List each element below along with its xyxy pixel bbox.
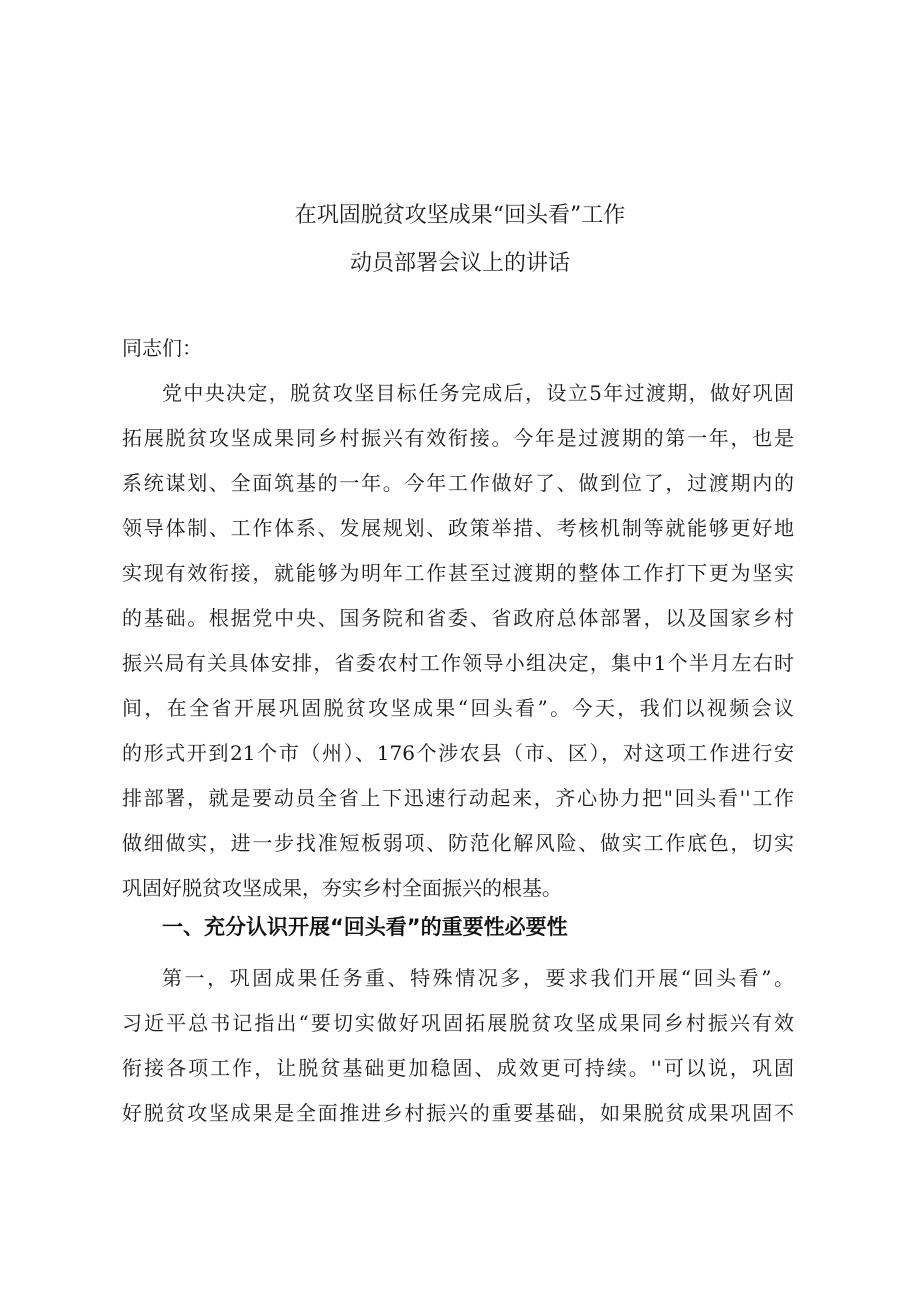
paragraph-1-line: 拓展脱贫攻坚成果同乡村振兴有效衔接。今年是过渡期的第一年，也是 xyxy=(122,426,794,450)
paragraph-2-line: 第一，巩固成果任务重、特殊情况多，要求我们开展“回头看”。 xyxy=(162,966,794,990)
document-title-line-2: 动员部署会议上的讲话 xyxy=(349,251,570,276)
paragraph-1-line: 党中央决定，脱贫攻坚目标任务完成后，设立5年过渡期，做好巩固 xyxy=(162,381,794,405)
paragraph-1-line: 排部署，就是要动员全省上下迅速行动起来，齐心协力把"回头看''工作 xyxy=(122,786,794,810)
paragraph-2-line: 好脱贫攻坚成果是全面推进乡村振兴的重要基础，如果脱贫成果巩固不 xyxy=(122,1101,794,1125)
paragraph-2-line: 衔接各项工作，让脱贫基础更加稳固、成效更可持续。''可以说，巩固 xyxy=(122,1056,794,1080)
paragraph-1-line: 领导体制、工作体系、发展规划、政策举措、考核机制等就能够更好地 xyxy=(122,516,794,540)
paragraph-1-line: 的基础。根据党中央、国务院和省委、省政府总体部署，以及国家乡村 xyxy=(122,606,794,630)
salutation: 同志们： xyxy=(122,336,202,360)
document-title-line-1: 在巩固脱贫攻坚成果“回头看”工作 xyxy=(294,203,626,228)
paragraph-2-line: 习近平总书记指出“要切实做好巩固拓展脱贫攻坚成果同乡村振兴有效 xyxy=(122,1011,794,1035)
paragraph-1-line: 巩固好脱贫攻坚成果，夯实乡村全面振兴的根基。 xyxy=(122,876,562,900)
paragraph-1-line: 实现有效衔接，就能够为明年工作甚至过渡期的整体工作打下更为坚实 xyxy=(122,561,794,585)
paragraph-1-line: 的形式开到21个市（州）、176个涉农县（市、区），对这项工作进行安 xyxy=(122,741,794,765)
paragraph-1-line: 振兴局有关具体安排，省委农村工作领导小组决定，集中1个半月左右时 xyxy=(122,651,794,675)
section-1-heading: 一、充分认识开展“回头看”的重要性必要性 xyxy=(162,915,568,939)
paragraph-1-line: 系统谋划、全面筑基的一年。今年工作做好了、做到位了，过渡期内的 xyxy=(122,471,794,495)
paragraph-1-line: 做细做实，进一步找准短板弱项、防范化解风险、做实工作底色，切实 xyxy=(122,831,794,855)
paragraph-1-line: 间，在全省开展巩固脱贫攻坚成果“回头看”。今天，我们以视频会议 xyxy=(122,696,794,720)
